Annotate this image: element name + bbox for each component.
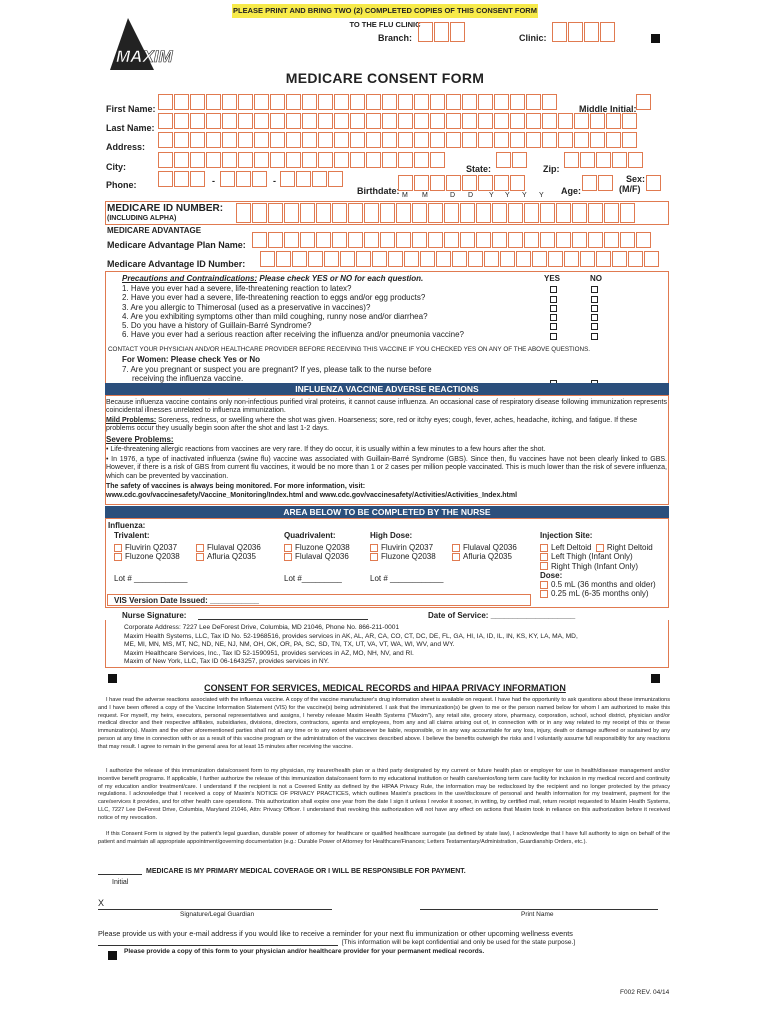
question-7: 7. Are you pregnant or suspect you are pregnant? If yes, please talk to the nurse before <box>122 365 432 374</box>
revision-code: F002 REV. 04/14 <box>620 989 670 996</box>
city-label: City: <box>106 162 126 172</box>
consent-paragraph: I have read the adverse reactions associated with the influenza vaccine. A copy of the vaccine manufacturer's drug information sheet is available on request. I have had the opportunity to ask questions about these immunizations and I have been offered a copy of the Vaccine Information Statement (VIS) for the vaccine(s) being administered. I ask that the immunization(s) be given to me or the person named below for whom I am authorized to make this request. For myself, my heirs, executors, personal representatives and assigns, I hereby release Maxim Health Systems ("Maxim"), any retail site, grocery store, pharmacy, corporation, school, school district, physician and/or medical director and their respective affiliates, subsidiaries, divisions, directors, contractors, agents and employees, from any and all claims arising out of, in connection with or in any way related to my receipt of this or these immunization(s). Maxim and the other aforementioned parties shall not at any time or to any extent whatsoever be liable, responsible, or in any way accountable for any loss, injury, death or damage suffered or sustained by any person at any time in connection with or as a result of this vaccine program or the administration of the vaccines described above. I believe the benefits outweigh the risks and I voluntarily assume full responsibility for any reactions that may result. I agree to remain in the general area for at least 15 minutes after receiving the vaccine. <box>98 697 670 750</box>
question: 6. Have you ever had a serious reaction after receiving the influenza and/or pneumonia vaccine? <box>122 330 464 340</box>
vis-date[interactable]: VIS Version Date Issued: ___________ <box>114 596 259 605</box>
registration-mark <box>651 34 660 43</box>
high-dose-options-2[interactable]: Flulaval Q2036 Afluria Q2035 <box>452 543 517 562</box>
no-checkboxes[interactable] <box>591 285 598 341</box>
phone-dash: - <box>212 176 215 186</box>
plan-name-label: Medicare Advantage Plan Name: <box>107 240 246 250</box>
adv-id-field[interactable] <box>260 251 660 267</box>
safety-notice: The safety of vaccines is always being monitored. For more information, visit: <box>106 483 366 490</box>
question-7-cont: receiving the influenza vaccine. <box>132 374 244 383</box>
medicare-id-sub: (INCLUDING ALPHA) <box>107 215 177 222</box>
state-label: State: <box>466 164 492 174</box>
trivalent-options[interactable]: Fluvirin Q2037 Fluzone Q2038 <box>114 543 180 562</box>
lot-number-2[interactable]: Lot #_________ <box>284 574 342 583</box>
question-list <box>122 284 464 340</box>
trivalent-label: Trivalent: <box>114 531 150 540</box>
yes-header: YES <box>544 274 561 283</box>
birthdate-field[interactable] <box>398 175 526 191</box>
quadrivalent-options[interactable]: Fluzone Q2038 Flulaval Q2036 <box>284 543 350 562</box>
nurse-area-bar: AREA BELOW TO BE COMPLETED BY THE NURSE <box>105 506 669 518</box>
lot-number-1[interactable]: Lot # ____________ <box>114 574 188 583</box>
sex-label: Sex: <box>626 174 646 184</box>
consent-title: CONSENT FOR SERVICES, MEDICAL RECORDS and HIPAA PRIVACY INFORMATION <box>204 683 566 693</box>
precautions-heading: Precautions and Contraindications: Please check YES or NO for each question. <box>122 274 424 283</box>
clinic-label: Clinic: <box>519 33 547 43</box>
severe-bullet: • Life-threatening allergic reactions from vaccines are very rare. If they do occur, it is usually within a few minutes to a few hours after the shot. <box>106 446 546 453</box>
form-title: MEDICARE CONSENT FORM <box>285 70 485 86</box>
email-line[interactable] <box>98 945 338 946</box>
high-dose-options[interactable]: Fluvirin Q2037 Fluzone Q2038 <box>370 543 436 562</box>
contact-notice: CONTACT YOUR PHYSICIAN AND/OR HEALTHCARE PROVIDER BEFORE RECEIVING THIS VACCINE IF YOU CHECKED YES ON ANY OF THE ABOVE QUESTIONS. <box>108 346 591 353</box>
women-heading: For Women: Please check Yes or No <box>122 355 260 364</box>
last-name-label: Last Name: <box>106 123 155 133</box>
safety-urls: www.cdc.gov/vaccinesafety/Vaccine_Monitoring/Index.html and www.cdc.gov/vaccinesafety/Activities/Activities_Index.html <box>106 492 518 499</box>
adverse-reactions-bar: INFLUENZA VACCINE ADVERSE REACTIONS <box>105 383 669 395</box>
phone-dash: - <box>273 176 276 186</box>
registration-mark <box>108 674 117 683</box>
email-note: [This information will be kept confidential and only be used for the state purpose.] <box>342 939 576 946</box>
signature-x: X <box>98 898 105 908</box>
middle-initial-field[interactable] <box>636 94 652 110</box>
injection-site-label: Injection Site: <box>540 531 593 540</box>
last-name-field[interactable] <box>158 113 638 129</box>
middle-initial-label: Middle Initial: <box>579 104 637 114</box>
medicare-primary-line: MEDICARE IS MY PRIMARY MEDICAL COVERAGE OR I WILL BE RESPONSIBLE FOR PAYMENT. <box>146 868 466 875</box>
question: 1. Have you ever had a severe, life-threatening reaction to latex? <box>122 284 352 293</box>
address-label: Address: <box>106 142 146 152</box>
phone-area[interactable] <box>158 171 206 187</box>
clinic-boxes[interactable] <box>552 22 616 42</box>
zip-label: Zip: <box>543 164 560 174</box>
print-name-label: Print Name <box>521 911 554 918</box>
signature-label: Signature/Legal Guardian <box>180 911 255 918</box>
sex-field[interactable] <box>646 175 662 191</box>
phone-label: Phone: <box>106 180 137 190</box>
question: 3. Are you allergic to Thimerosal (used as a preservative in vaccines)? <box>122 302 371 312</box>
age-label: Age: <box>561 186 581 196</box>
question: 2. Have you ever had a severe, life-threatening reaction to eggs and/or egg products? <box>122 293 426 303</box>
logo-text: MAXIM <box>116 47 173 66</box>
address-field[interactable] <box>158 132 638 148</box>
registration-mark <box>651 674 660 683</box>
plan-name-field[interactable] <box>252 232 652 248</box>
phone-prefix[interactable] <box>220 171 268 187</box>
copy-notice: Please provide a copy of this form to your physician and/or healthcare provider for your permanent medical records. <box>124 948 485 955</box>
birthdate-label: Birthdate: <box>357 186 400 196</box>
hipaa-paragraph: I authorize the release of this immunization data/consent form to my physician, my insurer/health plan or a third party designated by my current or future health plan or employer for use in health/disease management and/or incentive benefit programs. If applicable, I further authorize the release of this immunization data/consent form to my educational institution or health care/senior/long term care facility for inclusion in my medical record and continuity of my education and/or treatment/care. I understand if the recipient is not a Covered Entity as defined by the HIPAA Privacy Rule, the information may be redisclosed by the recipient and no longer protected by the privacy regulations. I acknowledge that I received a copy of Maxim's NOTICE OF PRIVACY PRACTICES, which outlines Maxim's practices in the use/disclosure of personal and health information for my treatment, payment for the care/services it provides, and for other health care operations. This authorization shall expire one year from the date I sign it unless I revoke it sooner, in writing, by certified mail, return receipt requested to Maxim Health Systems, LLC, 7227 Lee DeForest Drive, Columbia, Maryland 21046, Attn: Privacy Officer. I understand that revoking this authorization will not have any effect on actions that Maxim took in reliance on this authorization before it received notice of my revocation. <box>98 768 670 821</box>
question: 5. Do you have a history of Guillain-Barré Syndrome? <box>122 321 312 331</box>
medicare-advantage-label: MEDICARE ADVANTAGE <box>107 226 202 235</box>
age-field[interactable] <box>582 175 614 191</box>
sex-sub-label: (M/F) <box>619 184 641 194</box>
question: 4. Are you exhibiting symptoms other than mild coughing, runny nose and/or diarrhea? <box>122 311 428 321</box>
first-name-field[interactable] <box>158 94 558 110</box>
high-dose-label: High Dose: <box>370 531 413 540</box>
corporate-info: Corporate Address: 7227 Lee DeForest Drive, Columbia, MD 21046, Phone No. 866-211-0001 Maxim Health Systems, LLC, Tax ID No. 52-1968516, provides services in AK, AL, AR, CA, CO, CT, DC, DE, FL, GA, HI, IA, ID, IL, IN, KS, KY, LA, MA, MD, ME, MI, MN, MS, MT, NC, ND, NE, NJ, NM, OH, OK, OR, PA, SC, SD, TN, TX, UT, VA, VT, WA, WI, WV, and WY. Maxim Healthcare Services, Inc., Tax ID 52-1590951, provides services in AZ, MO, NH, NV, and RI. Maxim of New York, LLC, Tax ID 06-1643257, provides services in NY. <box>124 624 578 665</box>
severe-bullet: • In 1976, a type of inactivated influenza (swine flu) vaccine was associated with Guillain-Barré Syndrome (GBS). Since then, flu vaccines have not been clearly linked to GBS. However, if there is a risk of GBS from current flu vaccines, it would be no more than 1 or 2 cases per million people vaccinated. This is much lower than the risk of severe influenza, which can be prevented by vaccination. <box>106 456 667 480</box>
city-field[interactable] <box>158 152 446 168</box>
first-name-label: First Name: <box>106 104 156 114</box>
date-of-service[interactable]: Date of Service: ___________________ <box>428 611 576 620</box>
severe-label: Severe Problems: <box>106 435 174 444</box>
yes-checkboxes[interactable] <box>550 285 557 341</box>
zip-field[interactable] <box>564 152 644 168</box>
nurse-signature[interactable]: Nurse Signature: <box>122 611 187 620</box>
signature-line[interactable] <box>98 909 332 910</box>
injection-site-options[interactable]: Left Deltoid Right Deltoid Left Thigh (Infant Only) Right Thigh (Infant Only) Dose: 0.5 mL (36 months and older) 0.25 mL (6-35 months only) <box>540 543 656 599</box>
medicare-id-field[interactable] <box>236 203 636 223</box>
print-name-line[interactable] <box>420 909 658 910</box>
top-banner: PLEASE PRINT AND BRING TWO (2) COMPLETED COPIES OF THIS CONSENT FORM TO THE FLU CLINIC <box>233 6 537 29</box>
guardian-paragraph: If this Consent Form is signed by the patient's legal guardian, durable power of attorney for healthcare or qualified healthcare surrogate (as defined by state law), I acknowledge that I have full authority to sign on behalf of the patient and maintain all appropriate appointment/governing documentation (e.g.: Durable Power of Attorney for Healthcare/Finances; Letters Testamentary/Administration, Guardianship Orders, etc.). <box>98 831 670 845</box>
state-field[interactable] <box>496 152 528 168</box>
influenza-label: Influenza: <box>108 521 146 530</box>
initial-label: Initial <box>112 879 129 886</box>
phone-line[interactable] <box>280 171 344 187</box>
registration-mark <box>108 951 117 960</box>
quadrivalent-label: Quadrivalent: <box>284 531 336 540</box>
no-header: NO <box>590 274 602 283</box>
branch-label: Branch: <box>378 33 413 43</box>
trivalent-options-2[interactable]: Flulaval Q2036 Afluria Q2035 <box>196 543 261 562</box>
email-request: Please provide us with your e-mail address if you would like to receive a reminder for your next flu immunization or other upcoming wellness events <box>98 929 573 938</box>
medicare-id-label: MEDICARE ID NUMBER: <box>107 203 224 214</box>
lot-number-3[interactable]: Lot # ____________ <box>370 574 444 583</box>
maxim-logo <box>98 18 178 78</box>
branch-boxes[interactable] <box>418 22 466 42</box>
initial-line[interactable] <box>98 874 142 875</box>
mild-problems: Mild Problems: Soreness, redness, or swelling where the shot was given. Hoarseness; sore, red or itchy eyes; cough, fever, aches, headache, itching, and fatigue. If these problems occur they usually begin soon after the shot and last 1-2 days. <box>106 417 638 433</box>
adverse-intro: Because influenza vaccine contains only non-infectious purified viral proteins, it cannot cause influenza. An occasional case of respiratory disease following immunization represents coincidental illnesses unrelated to influenza immunization. <box>106 399 667 415</box>
adv-id-label: Medicare Advantage ID Number: <box>107 259 246 269</box>
